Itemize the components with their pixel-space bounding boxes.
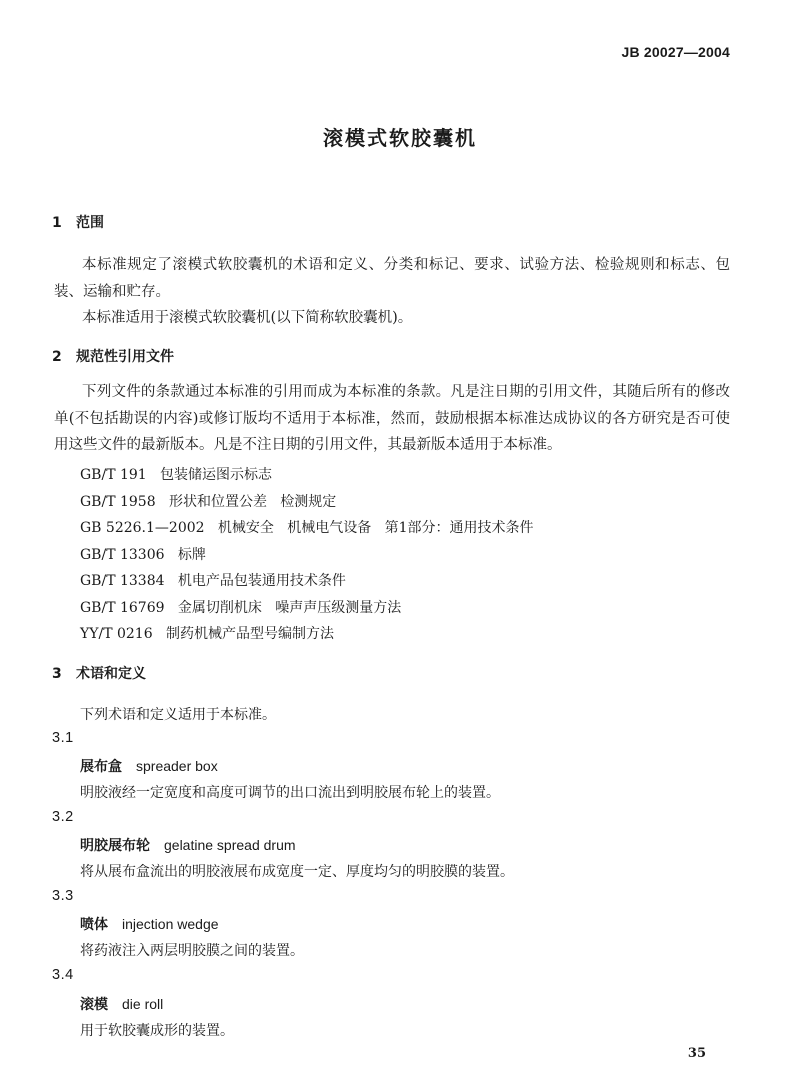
term-definition: 明胶液经一定宽度和高度可调节的出口流出到明胶展布轮上的装置。 [80,785,500,801]
section-2-heading [52,346,174,366]
reference-item: GB/T 13306 标牌 [80,547,206,563]
term-english: gelatine spread drum [164,837,296,853]
term-entry [80,914,219,934]
term-number: 3.4 [52,967,74,983]
section-title: 术语和定义 [76,666,146,682]
section-3-heading [52,663,146,683]
section-title: 范围 [76,215,104,231]
term-english: die roll [122,996,164,1012]
term-entry [80,756,218,776]
section-number: 3 [52,666,62,682]
reference-item: GB/T 16769 金属切削机床 噪声声压级测量方法 [80,600,402,616]
reference-item: GB/T 191 包装储运图示标志 [80,467,273,483]
term-entry [80,994,163,1014]
term-number: 3.3 [52,888,74,904]
term-english: injection wedge [122,916,219,932]
section-title: 规范性引用文件 [76,349,174,365]
reference-item: YY/T 0216 制药机械产品型号编制方法 [80,626,334,642]
term-chinese: 喷体 [80,917,108,933]
document-title: 滚模式软胶囊机 [323,126,477,150]
term-number: 3.2 [52,809,74,825]
reference-item: GB/T 13384 机电产品包装通用技术条件 [80,573,346,589]
references-paragraph: 下列文件的条款通过本标准的引用而成为本标准的条款。凡是注日期的引用文件，其随后所有的修改单(不包括勘误的内容)或修订版均不适用于本标准，然而，鼓励根据本标准达成协议的各方研究是否可使用这些文件的最新版本。凡是不注日期的引用文件，其最新版本适用于本标准。 [54,384,730,453]
reference-item: GB/T 1958 形状和位置公差 检测规定 [80,494,337,510]
term-chinese: 展布盒 [80,759,122,775]
section-number: 1 [52,215,62,231]
term-definition: 将药液注入两层明胶膜之间的装置。 [80,943,304,959]
scope-paragraph-1: 本标准规定了滚模式软胶囊机的术语和定义、分类和标记、要求、试验方法、检验规则和标志、包装、运输和贮存。 [54,257,730,300]
term-definition: 用于软胶囊成形的装置。 [80,1023,234,1039]
term-chinese: 明胶展布轮 [80,838,150,854]
term-entry [80,835,296,855]
standard-code: JB 20027—2004 [621,44,730,60]
reference-item: GB 5226.1—2002 机械安全 机械电气设备 第1部分：通用技术条件 [80,520,534,536]
term-number: 3.1 [52,730,74,746]
page-number: 35 [687,1046,706,1061]
section-number: 2 [52,349,62,365]
scope-paragraph-2: 本标准适用于滚模式软胶囊机(以下简称软胶囊机)。 [82,310,413,326]
terms-intro: 下列术语和定义适用于本标准。 [80,707,276,723]
section-1-heading [52,212,104,232]
term-definition: 将从展布盒流出的明胶液展布成宽度一定、厚度均匀的明胶膜的装置。 [80,864,514,880]
term-chinese: 滚模 [80,997,108,1013]
term-english: spreader box [136,758,218,774]
